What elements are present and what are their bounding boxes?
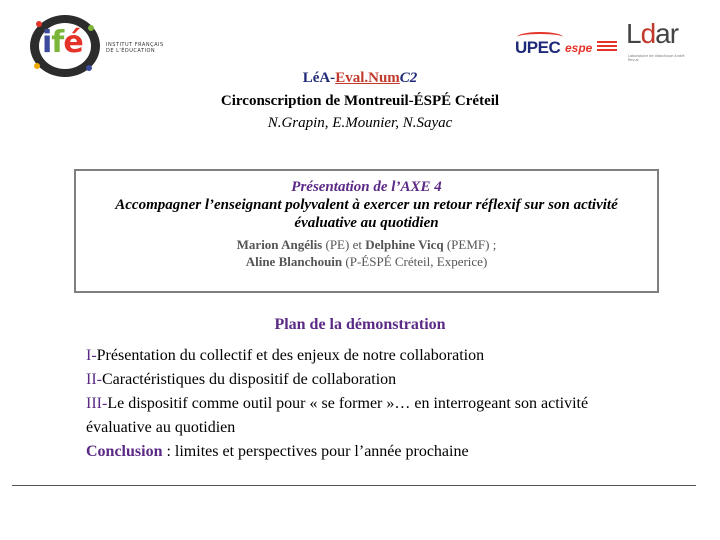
plan-list <box>86 344 646 464</box>
circonscription-line: Circonscription de Montreuil-ÉSPÉ Créteil <box>220 93 500 109</box>
ldar-subtext: Laboratoire de didactique André Revuz <box>628 54 685 62</box>
ife-logo-word: ifé <box>42 25 83 60</box>
plan-item: I-Présentation du collectif et des enjeux de notre collaboration <box>86 347 485 364</box>
ife-logo <box>30 15 164 77</box>
ife-dot <box>34 63 40 69</box>
ife-dot <box>88 25 94 31</box>
espe-word: espe <box>565 41 593 55</box>
authors-line: N.Grapin, E.Mounier, N.Sayac <box>267 115 453 131</box>
presentation-subtitle: Accompagner l’enseignant polyvalent à exercer un retour réflexif sur son activité évaluative au quotidien <box>115 197 618 231</box>
plan-conclusion: Conclusion : limites et perspectives pour l’année prochaine <box>86 443 469 460</box>
presentation-box <box>74 169 659 293</box>
upec-word: UPEC <box>515 38 561 57</box>
ife-dot <box>36 21 42 27</box>
presentation-title: Présentation de l’AXE 4 <box>291 179 442 195</box>
ife-logo-subtext: INSTITUT FRANÇAIS DE L'ÉDUCATION <box>106 42 164 54</box>
espe-text-lines <box>597 41 617 53</box>
bottom-divider <box>12 485 696 486</box>
plan-item: III-Le dispositif comme outil pour « se former »… en interrogeant son activité évaluative au quotidien <box>86 395 589 436</box>
ldar-logo <box>626 18 688 72</box>
upec-espe-logo <box>515 36 610 60</box>
presentation-people: Marion Angélis (PE) et Delphine Vicq (PEMF) ; Aline Blanchouin (P-ÉSPÉ Créteil, Experice) <box>236 237 497 269</box>
plan-title: Plan de la démonstration <box>274 316 446 333</box>
plan-item: II-Caractéristiques du dispositif de collaboration <box>86 371 397 388</box>
page-title: LéA-Eval.NumC2 <box>302 70 418 86</box>
ldar-word: Ldar <box>626 18 679 49</box>
